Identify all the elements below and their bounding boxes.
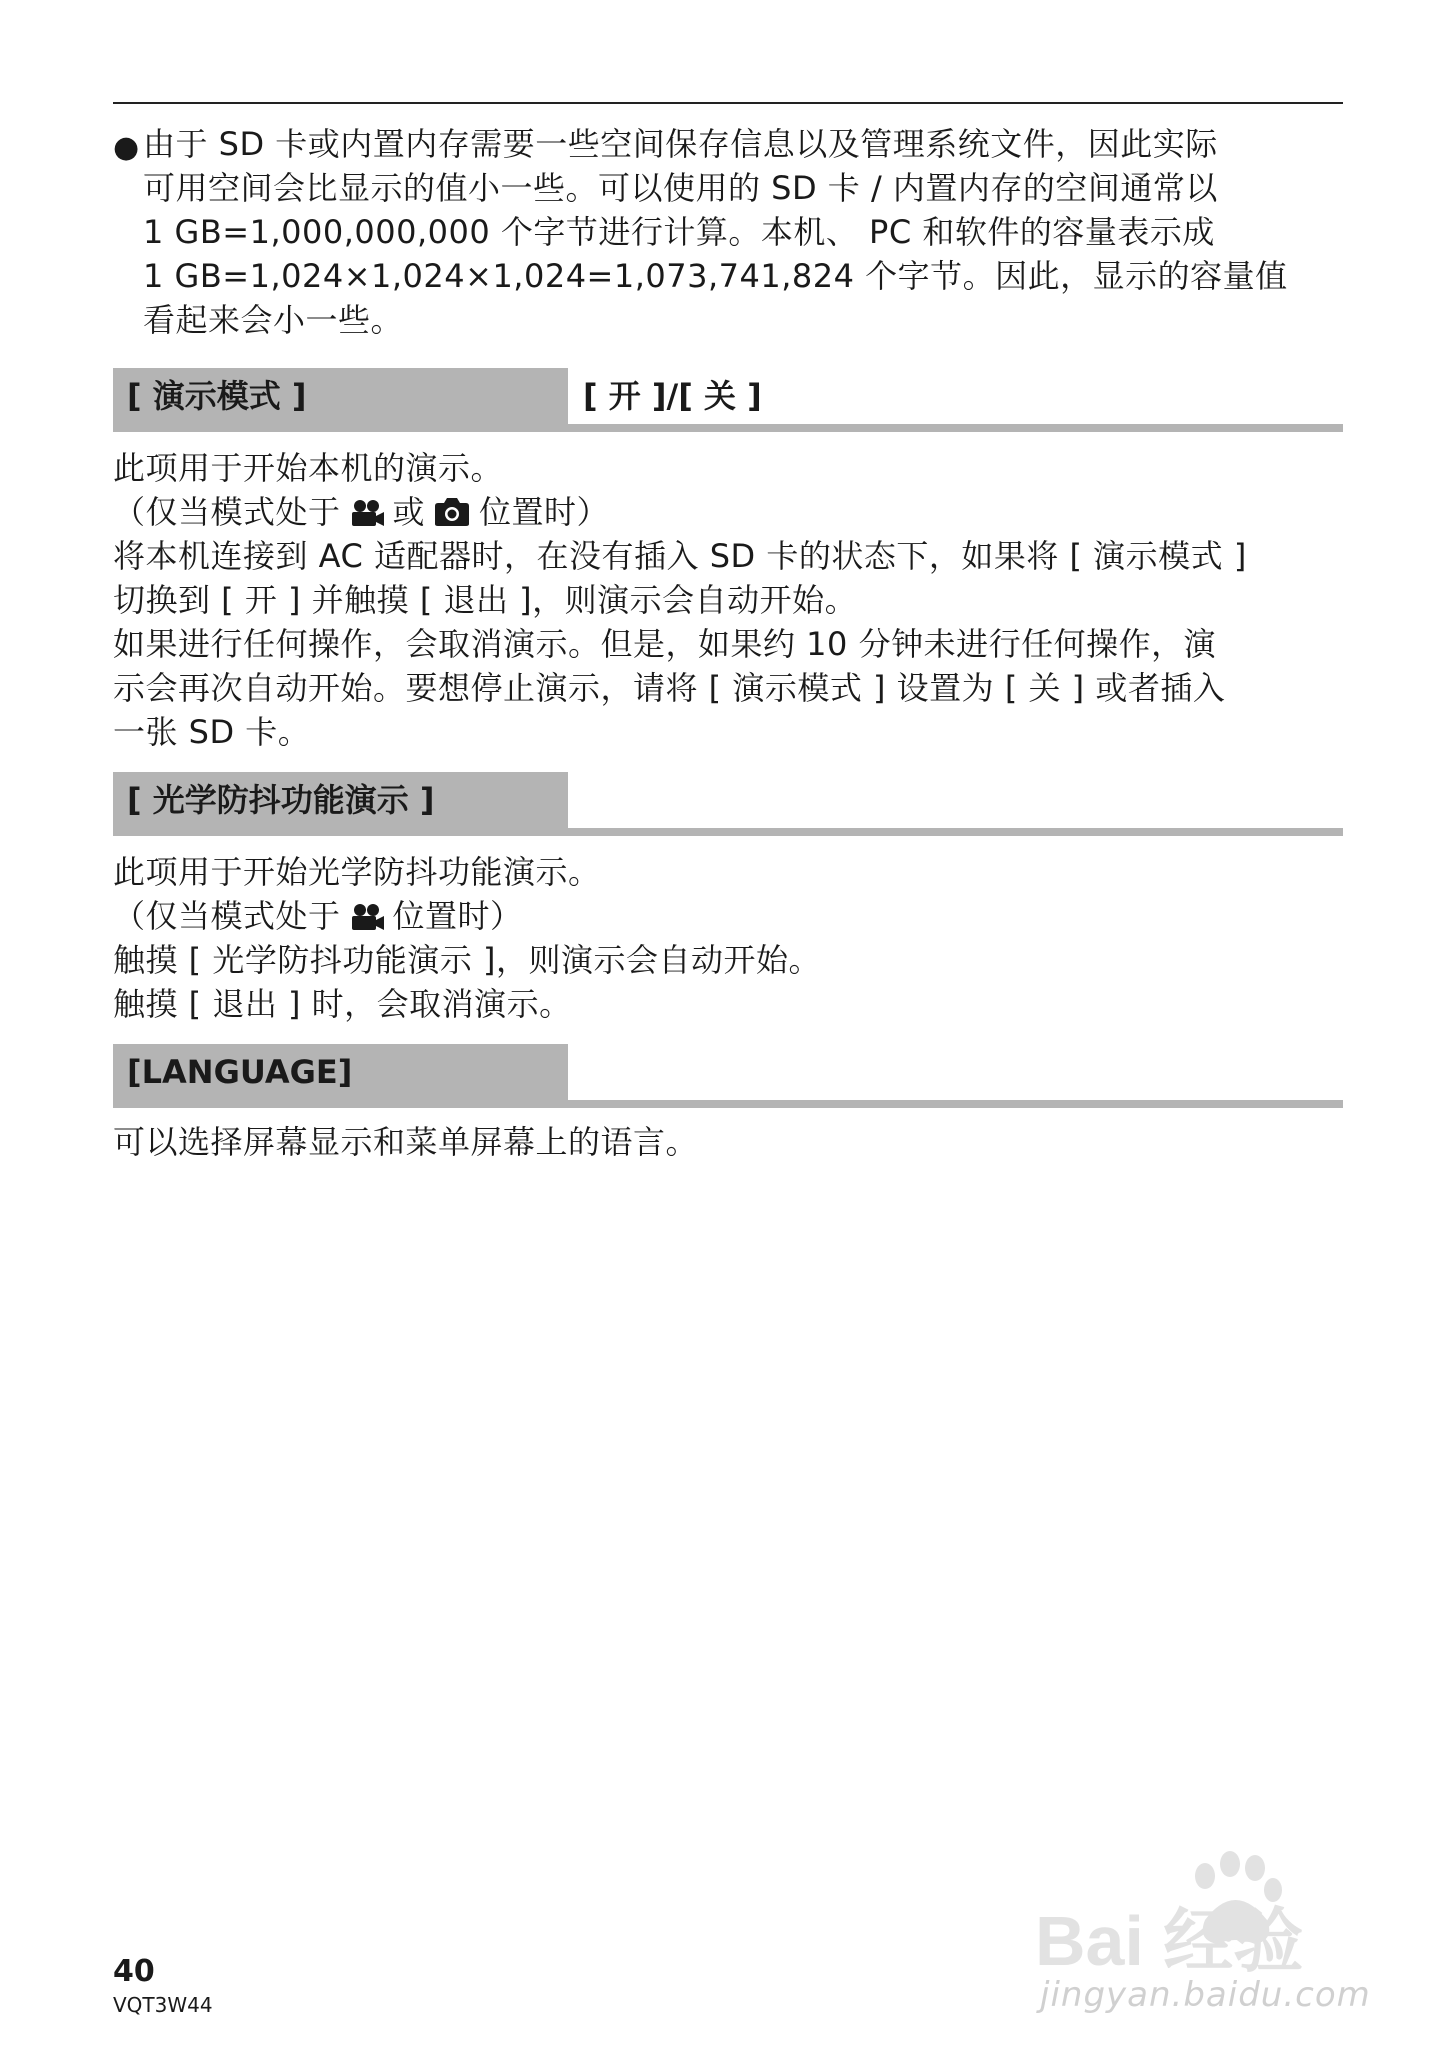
section-rule (113, 828, 1343, 836)
model-code: VQT3W44 (113, 1993, 213, 2017)
section-header-demo-mode (113, 368, 1343, 432)
note-line: 可用空间会比显示的值小一些。可以使用的 SD 卡 / 内置内存的空间通常以 (143, 169, 1218, 207)
note-line: 1 GB=1,024×1,024×1,024=1,073,741,824 个字节。因此，显示的容量值 (143, 257, 1288, 295)
bullet-icon: ● (113, 130, 140, 165)
section-header-ois-demo (113, 772, 1343, 836)
note-line: 1 GB=1,000,000,000 个字节进行计算。本机、 PC 和软件的容量表示成 (143, 213, 1215, 251)
condition-prefix: （仅当模式处于 (113, 897, 341, 935)
section-title: [ 演示模式 ] (127, 377, 307, 415)
paragraph-line: 触摸 [ 退出 ] 时，会取消演示。 (113, 985, 572, 1023)
paragraph-line: 切换到 [ 开 ] 并触摸 [ 退出 ]，则演示会自动开始。 (113, 581, 858, 619)
section-rule (113, 1100, 1343, 1108)
paragraph-line: 此项用于开始本机的演示。 (113, 449, 504, 487)
condition-suffix: 位置时） (392, 897, 523, 935)
section-options: [ 开 ]/[ 关 ] (583, 377, 762, 415)
watermark-brand: Bai 经验 (1035, 1902, 1304, 1980)
page-number: 40 (113, 1954, 155, 1989)
mode-condition-line (113, 894, 523, 942)
note-line: 看起来会小一些。 (143, 301, 404, 339)
top-rule (113, 102, 1343, 104)
section-rule (113, 424, 1343, 432)
section-header-language (113, 1044, 1343, 1108)
watermark-url: jingyan.baidu.com (1040, 1975, 1371, 2015)
video-camera-icon (349, 898, 385, 942)
condition-or: 或 (392, 493, 426, 531)
paragraph-line: 将本机连接到 AC 适配器时，在没有插入 SD 卡的状态下，如果将 [ 演示模式 ] (113, 537, 1247, 575)
paragraph-line: 可以选择屏幕显示和菜单屏幕上的语言。 (113, 1123, 699, 1161)
section-title: [ 光学防抖功能演示 ] (127, 781, 435, 819)
camera-icon (433, 494, 471, 538)
paragraph-line: 示会再次自动开始。要想停止演示，请将 [ 演示模式 ] 设置为 [ 关 ] 或者插入 (113, 669, 1226, 707)
paragraph-line: 此项用于开始光学防抖功能演示。 (113, 853, 601, 891)
condition-prefix: （仅当模式处于 (113, 493, 341, 531)
paragraph-line: 如果进行任何操作，会取消演示。但是，如果约 10 分钟未进行任何操作，演 (113, 625, 1217, 663)
paragraph-line: 触摸 [ 光学防抖功能演示 ]，则演示会自动开始。 (113, 941, 821, 979)
paragraph-line: 一张 SD 卡。 (113, 713, 311, 751)
section-title: [LANGUAGE] (127, 1053, 353, 1091)
condition-suffix: 位置时） (479, 493, 610, 531)
mode-condition-line (113, 490, 609, 538)
note-line: 由于 SD 卡或内置内存需要一些空间保存信息以及管理系统文件，因此实际 (143, 125, 1218, 163)
baidu-paw-logo (1035, 1840, 1365, 1980)
video-camera-icon (349, 494, 385, 538)
